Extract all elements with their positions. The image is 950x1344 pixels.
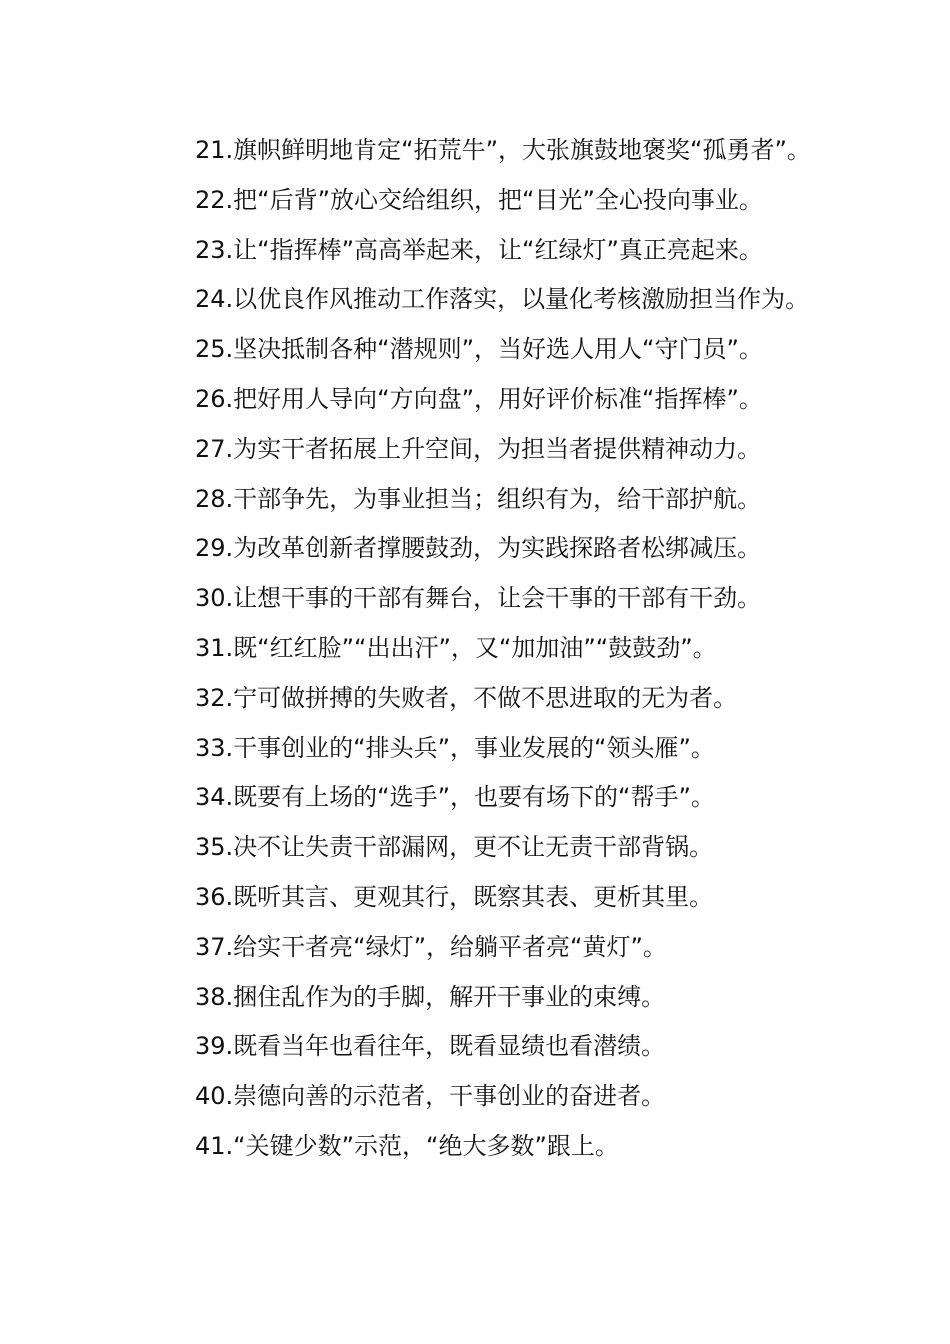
- paragraph-33: 33.干事创业的“排头兵”，事业发展的“领头雁”。: [195, 733, 715, 762]
- paragraph-40: 40.崇德向善的示范者，干事创业的奋进者。: [195, 1082, 666, 1111]
- paragraph-38: 38.捆住乱作为的手脚，解开干事业的束缚。: [195, 982, 666, 1011]
- paragraph-37: 37.给实干者亮“绿灯”，给躺平者亮“黄灯”。: [195, 932, 667, 961]
- paragraph-29: 29.为改革创新者撑腰鼓劲，为实践探路者松绑减压。: [195, 534, 762, 563]
- paragraph-22: 22.把“后背”放心交给组织，把“目光”全心投向事业。: [195, 185, 763, 214]
- paragraph-26: 26.把好用人导向“方向盘”，用好评价标准“指挥棒”。: [195, 384, 763, 413]
- paragraph-30: 30.让想干事的干部有舞台，让会干事的干部有干劲。: [195, 584, 762, 613]
- paragraph-41: 41.“关键少数”示范，“绝大多数”跟上。: [195, 1131, 619, 1160]
- paragraph-35: 35.决不让失责干部漏网，更不让无责干部背锅。: [195, 833, 714, 862]
- paragraph-21: 21.旗帜鲜明地肯定“拓荒牛”，大张旗鼓地褒奖“孤勇者”。: [195, 136, 811, 164]
- paragraph-25: 25.坚决抵制各种“潜规则”，当好选人用人“守门员”。: [195, 335, 763, 364]
- paragraph-32: 32.宁可做拼搏的失败者，不做不思进取的无为者。: [195, 683, 738, 712]
- paragraph-28: 28.干部争先，为事业担当；组织有为，给干部护航。: [195, 484, 762, 513]
- paragraph-27: 27.为实干者拓展上升空间，为担当者提供精神动力。: [195, 434, 762, 463]
- paragraph-39: 39.既看当年也看往年，既看显绩也看潜绩。: [195, 1032, 666, 1061]
- paragraph-24: 24.以优良作风推动工作落实，以量化考核激励担当作为。: [195, 285, 810, 314]
- paragraph-34: 34.既要有上场的“选手”，也要有场下的“帮手”。: [195, 783, 715, 812]
- paragraph-36: 36.既听其言、更观其行，既察其表、更析其里。: [195, 882, 714, 911]
- paragraph-23: 23.让“指挥棒”高高举起来，让“红绿灯”真正亮起来。: [195, 235, 763, 264]
- document-body: [145, 126, 835, 1172]
- paragraph-31: 31.既“红红脸”“出出汗”，又“加加油”“鼓鼓劲”。: [195, 633, 717, 662]
